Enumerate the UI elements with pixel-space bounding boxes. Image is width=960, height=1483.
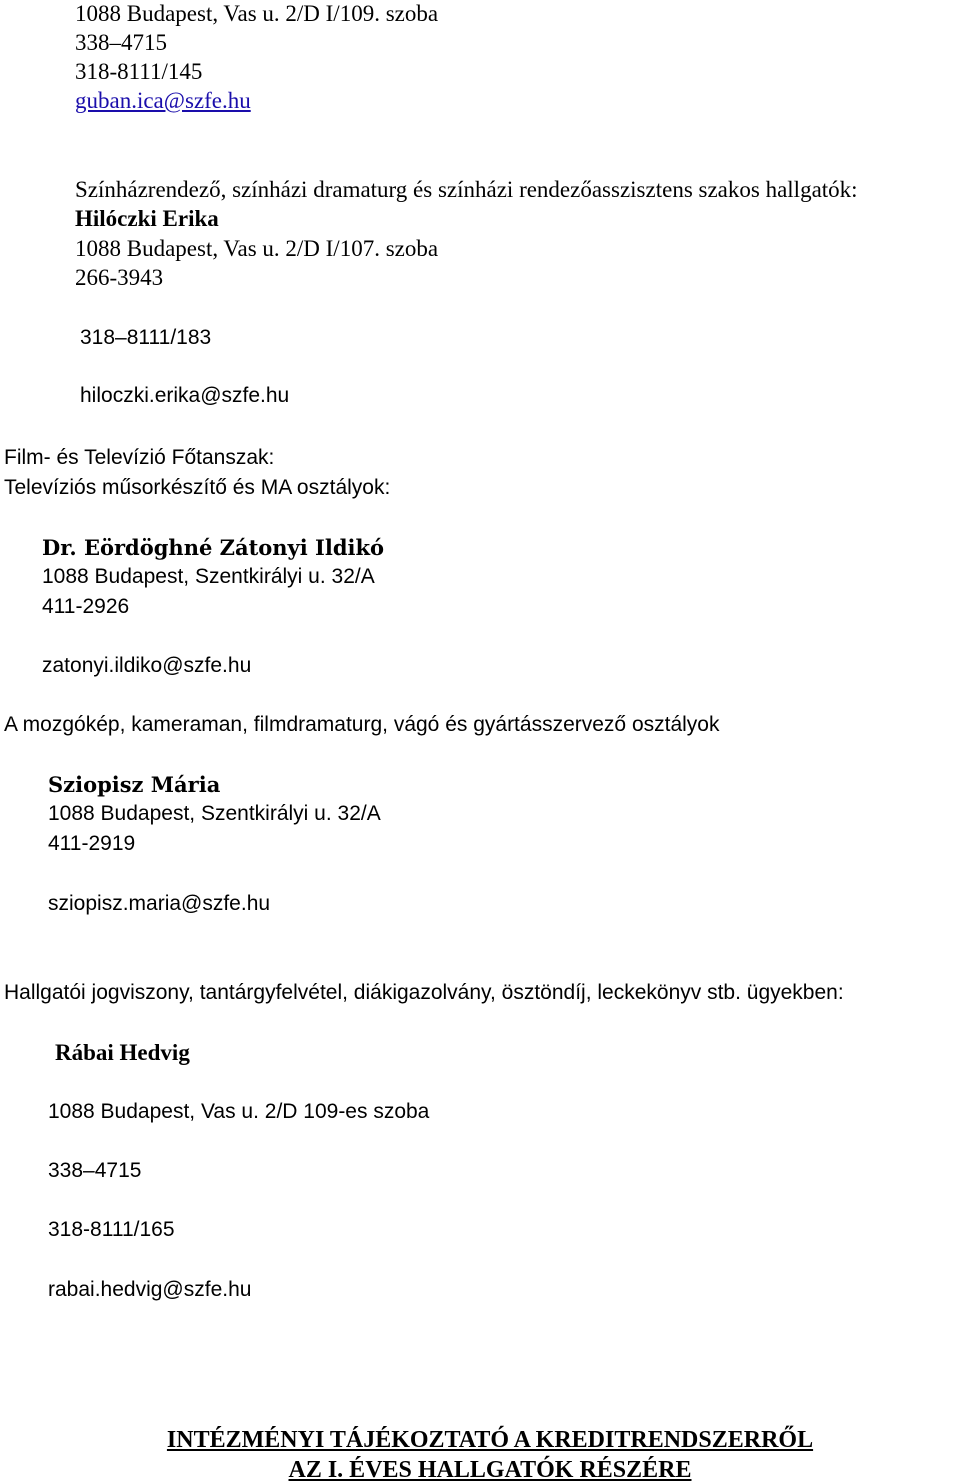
hiloczki-phone-1: 266-3943 <box>75 265 164 290</box>
rabai-name: Rábai Hedvig <box>55 1040 190 1065</box>
motion-picture-heading: A mozgókép, kameraman, filmdramaturg, vágó és gyártásszervező osztályok <box>4 713 720 736</box>
zatonyi-phone: 411-2926 <box>42 595 130 618</box>
hiloczki-address: 1088 Budapest, Vas u. 2/D I/107. szoba <box>75 236 439 261</box>
directing-heading: Színházrendező, színházi dramaturg és színházi rendezőasszisztens szakos hallgatók: <box>75 177 858 202</box>
first-year-subtitle: AZ I. ÉVES HALLGATÓK RÉSZÉRE <box>288 1457 692 1483</box>
credit-system-title: INTÉZMÉNYI TÁJÉKOZTATÓ A KREDITRENDSZERRŐL <box>166 1427 814 1453</box>
sziopisz-email: sziopisz.maria@szfe.hu <box>48 892 271 915</box>
sziopisz-address: 1088 Budapest, Szentkirályi u. 32/A <box>48 802 381 825</box>
zatonyi-name: Dr. Eördöghné Zátonyi Ildikó <box>42 535 385 560</box>
tv-program-heading: Televíziós műsorkészítő és MA osztályok: <box>4 476 391 499</box>
hiloczki-name: Hilóczki Erika <box>75 206 219 231</box>
guban-phone-1: 338–4715 <box>75 30 167 55</box>
guban-email-link[interactable]: guban.ica@szfe.hu <box>75 88 251 113</box>
rabai-phone-2: 318-8111/165 <box>48 1218 175 1241</box>
hiloczki-phone-2: 318–8111/183 <box>80 326 212 349</box>
film-tv-heading: Film- és Televízió Főtanszak: <box>4 446 275 469</box>
student-affairs-heading: Hallgatói jogviszony, tantárgyfelvétel, diákigazolvány, ösztöndíj, leckekönyv stb. ügyekben: <box>4 981 844 1004</box>
zatonyi-email: zatonyi.ildiko@szfe.hu <box>42 654 252 677</box>
guban-address: 1088 Budapest, Vas u. 2/D I/109. szoba <box>75 1 439 26</box>
guban-phone-2: 318-8111/145 <box>75 59 203 84</box>
rabai-address: 1088 Budapest, Vas u. 2/D 109-es szoba <box>48 1100 430 1123</box>
zatonyi-address: 1088 Budapest, Szentkirályi u. 32/A <box>42 565 375 588</box>
rabai-email: rabai.hedvig@szfe.hu <box>48 1278 252 1301</box>
hiloczki-email: hiloczki.erika@szfe.hu <box>80 384 290 407</box>
sziopisz-name: Sziopisz Mária <box>48 772 221 797</box>
rabai-phone-1: 338–4715 <box>48 1159 142 1182</box>
sziopisz-phone: 411-2919 <box>48 832 136 855</box>
